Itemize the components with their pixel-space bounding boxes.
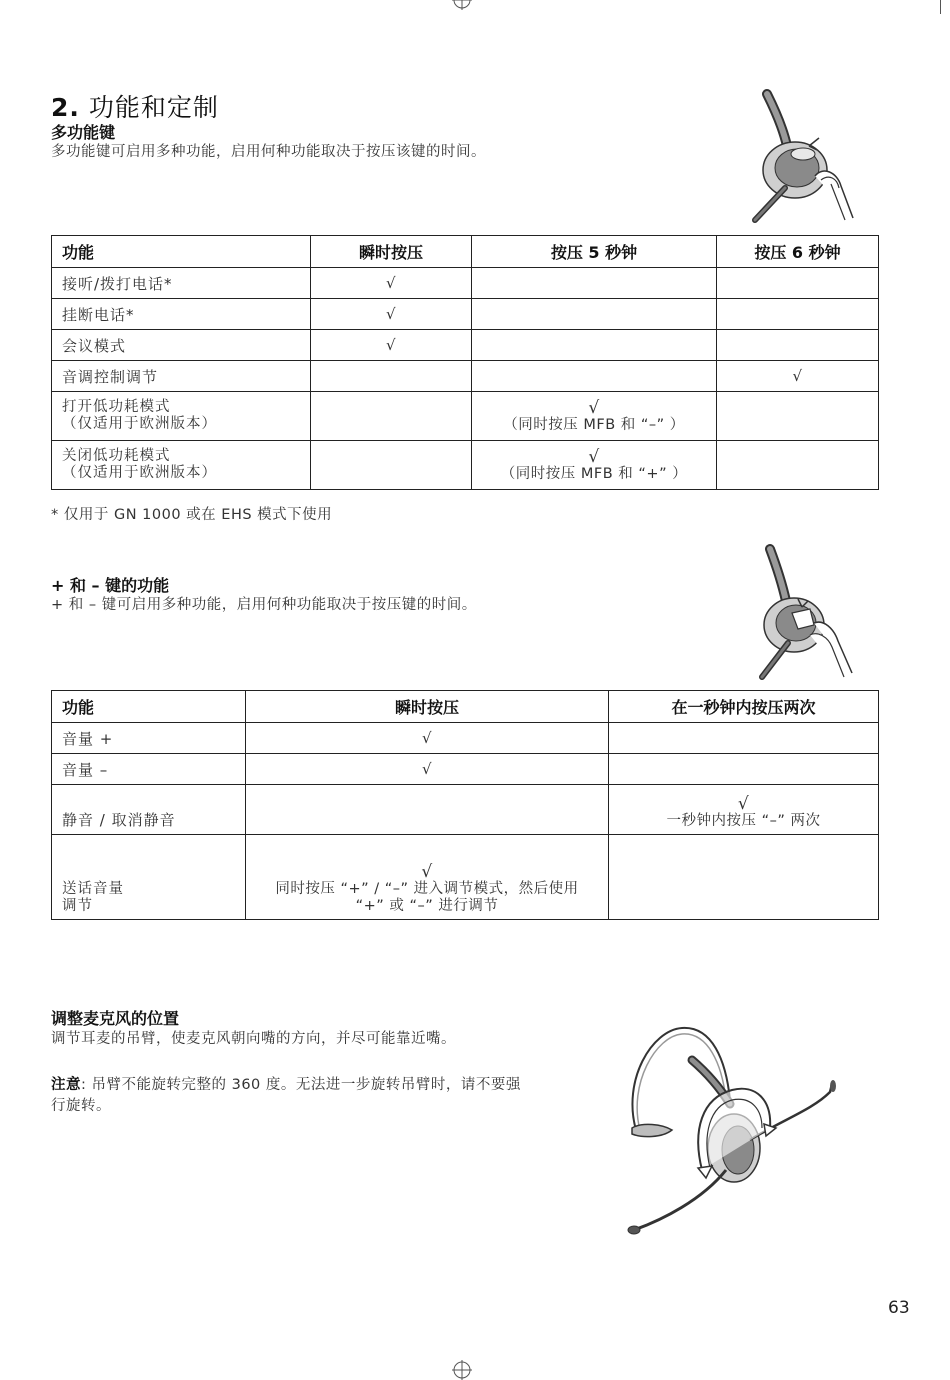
function-cell (52, 392, 311, 441)
check-cell (472, 392, 717, 441)
headset-mfb-illustration (745, 88, 865, 228)
registration-mark-icon (452, 0, 472, 10)
plusminus-description: + 和 – 键可启用多种功能，启用何种功能取决于按压键的时间。 (51, 597, 477, 613)
check-cell: √ (717, 361, 879, 392)
check-cell (311, 441, 472, 490)
table-row (52, 361, 879, 392)
table-row (52, 299, 879, 330)
check-cell (717, 441, 879, 490)
check-cell (311, 392, 472, 441)
table-row (52, 754, 879, 785)
function-note: （仅适用于欧洲版本） (62, 465, 217, 481)
table-row (52, 268, 879, 299)
function-cell (52, 441, 311, 490)
function-cell: 会议模式 (52, 330, 311, 361)
check-cell (609, 835, 879, 920)
function-label-line2: 调节 (62, 898, 93, 914)
section-title (51, 88, 219, 124)
table-row (52, 441, 879, 490)
table-row (52, 835, 879, 920)
crop-mark-top-right (940, 0, 941, 14)
press-note: （同时按压 MFB 和 “–” ） (503, 416, 685, 433)
column-header-press-6s: 按压 6 秒钟 (717, 236, 879, 268)
check-cell (472, 361, 717, 392)
registration-mark-icon (452, 1360, 472, 1380)
check-cell: √ (311, 330, 472, 361)
plusminus-function-table (51, 690, 879, 920)
check-mark: √ (588, 397, 600, 418)
check-cell (717, 330, 879, 361)
check-cell (472, 268, 717, 299)
headset-boom-rotation-illustration (622, 1020, 842, 1240)
note-label: 注意 (51, 1077, 81, 1093)
column-header-function: 功能 (52, 691, 246, 723)
function-cell: 音调控制调节 (52, 361, 311, 392)
check-cell (311, 361, 472, 392)
check-cell (472, 441, 717, 490)
table-row (52, 723, 879, 754)
mfb-function-table (51, 235, 879, 490)
check-mark: √ (421, 862, 433, 882)
mfb-description: 多功能键可启用多种功能，启用何种功能取决于按压该键的时间。 (51, 144, 486, 160)
function-cell: 音量 + (52, 723, 246, 754)
function-note: （仅适用于欧洲版本） (62, 416, 217, 432)
function-cell: 挂断电话* (52, 299, 311, 330)
check-cell (717, 392, 879, 441)
mfb-heading: 多功能键 (51, 123, 116, 142)
column-header-function: 功能 (52, 236, 311, 268)
function-label: 关闭低功耗模式 (62, 448, 171, 464)
mic-heading: 调整麦克风的位置 (51, 1009, 180, 1028)
note-text: : 吊臂不能旋转完整的 360 度。无法进一步旋转吊臂时，请不要强行旋转。 (51, 1077, 521, 1114)
table-header-row (52, 691, 879, 723)
function-cell (52, 835, 246, 920)
mic-note (51, 1075, 531, 1117)
table-row (52, 785, 879, 835)
check-cell: √ (311, 268, 472, 299)
check-cell (609, 785, 879, 835)
plusminus-heading: + 和 – 键的功能 (51, 576, 170, 595)
column-header-momentary: 瞬时按压 (246, 691, 609, 723)
press-note: 一秒钟内按压 “–” 两次 (666, 813, 821, 829)
headset-volume-keys-illustration (752, 543, 862, 683)
mic-description: 调节耳麦的吊臂，使麦克风朝向嘴的方向，并尽可能靠近嘴。 (51, 1031, 456, 1047)
table-header-row (52, 236, 879, 268)
check-cell: √ (246, 754, 609, 785)
table-row (52, 392, 879, 441)
check-mark: √ (737, 794, 750, 814)
check-mark: √ (588, 446, 600, 467)
function-cell: 接听/拨打电话* (52, 268, 311, 299)
column-header-press-twice: 在一秒钟内按压两次 (609, 691, 879, 723)
press-note: 同时按压 “+” / “–” 进入调节模式，然后使用 “+” 或 “–” 进行调节 (275, 881, 579, 914)
page-number: 63 (888, 1298, 910, 1318)
check-cell (472, 330, 717, 361)
section-number: 2. (51, 93, 80, 122)
function-label: 送话音量 (62, 881, 124, 897)
function-cell: 静音 / 取消静音 (52, 785, 246, 835)
column-header-press-5s: 按压 5 秒钟 (472, 236, 717, 268)
check-cell (609, 754, 879, 785)
check-cell (472, 299, 717, 330)
check-cell (717, 268, 879, 299)
check-cell (717, 299, 879, 330)
check-cell (609, 723, 879, 754)
column-header-momentary: 瞬时按压 (311, 236, 472, 268)
mfb-footnote: * 仅用于 GN 1000 或在 EHS 模式下使用 (51, 507, 333, 523)
function-label: 打开低功耗模式 (62, 399, 171, 415)
check-cell (246, 785, 609, 835)
press-note: （同时按压 MFB 和 “+” ） (500, 465, 688, 482)
function-cell: 音量 – (52, 754, 246, 785)
section-title-text: 功能和定制 (88, 93, 219, 122)
check-cell: √ (246, 723, 609, 754)
table-row (52, 330, 879, 361)
check-cell: √ (311, 299, 472, 330)
check-cell (246, 835, 609, 920)
